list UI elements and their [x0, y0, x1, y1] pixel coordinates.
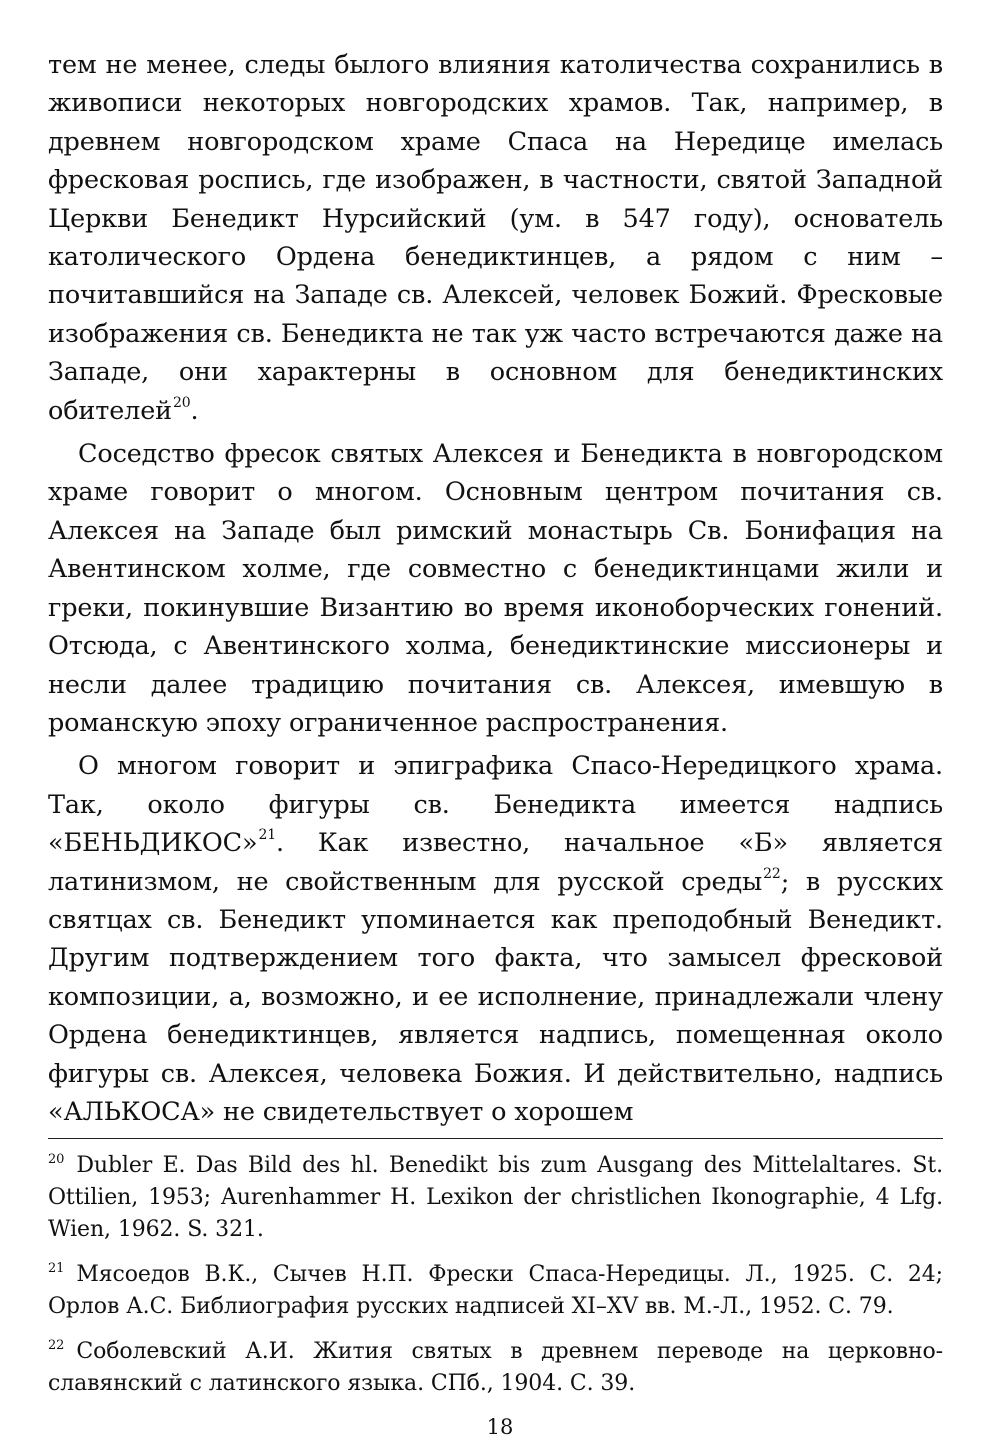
page-number: 18 — [486, 1415, 514, 1439]
footnote-21 — [48, 1259, 943, 1323]
paragraph — [48, 435, 943, 742]
text-run: ; в русских святцах св. Бенедикт упоминается как преподобный Венедикт. Другим подтверждением того факта, что замысел фресковой композиции, а, возможно, и ее исполнение, принадлежали члену Ордена бенедиктинцев, является надпись, помещенная около фигуры св. Алексея, человека Божия. И действительно, надпись «АЛЬКОСА» не свидетельствует о хорошем — [48, 866, 943, 1127]
paragraph — [48, 747, 943, 1131]
footnote-number: 21 — [48, 1261, 65, 1276]
footnote-divider — [48, 1138, 943, 1139]
paragraph — [48, 46, 943, 430]
footnote-ref-21[interactable]: 21 — [258, 827, 276, 844]
text-run: О многом говорит и эпиграфика Спасо-Нередицкого храма. Так, около фигуры св. Бенедикта имеется надпись «БЕНЬДИКОС» — [48, 751, 943, 859]
footnotes — [48, 1150, 943, 1413]
text-run: Соседство фресок святых Алексея и Бенедикта в новгородском храме говорит о многом. Основным центром почитания св. Алексея на Западе был римский монастырь Св. Бонифация на Авентинском холме, где совместно с бенедиктинцами жили и греки, покинувшие Византию во время иконоборческих гонений. Отсюда, с Авентинского холма, бенедиктинские миссионеры и несли далее традицию почитания св. Алексея, имевшую в романскую эпоху ограниченное распространения. — [48, 439, 943, 738]
footnote-text: Мясоедов В.К., Сычев Н.П. Фрески Спаса-Нередицы. Л., 1925. С. 24; Орлов А.С. Библиография русских надписей XI–XV вв. М.-Л., 1952. С. 79. — [48, 1262, 943, 1319]
footnote-22 — [48, 1336, 943, 1400]
footnote-ref-22[interactable]: 22 — [763, 865, 781, 882]
text-run: . Как известно, начальное «Б» является латинизмом, не свойственным для русской среды — [48, 828, 943, 897]
footnote-20 — [48, 1150, 943, 1246]
text-run: . — [190, 395, 199, 426]
footnote-number: 20 — [48, 1152, 65, 1167]
footnote-number: 22 — [48, 1338, 65, 1353]
footnote-ref-20[interactable]: 20 — [172, 394, 191, 411]
footnote-text: Соболевский А.И. Жития святых в древнем переводе на церковно-славянский с латинского языка. СПб., 1904. С. 39. — [48, 1339, 943, 1396]
main-text — [48, 46, 943, 1131]
text-run: тем не менее, следы былого влияния католичества сохранились в живописи некоторых новгородских храмов. Так, например, в древнем новгородском храме Спаса на Нередице имелась фресковая роспись, где изображен, в частности, святой Западной Церкви Бенедикт Нурсийский (ум. в 547 году), основатель католического Ордена бенедиктинцев, а рядом с ним – почитавшийся на Западе св. Алексей, человек Божий. Фресковые изображения св. Бенедикта не так уж часто встречаются даже на Западе, они характерны в основном для бенедиктинских обителей — [48, 50, 943, 426]
footnote-text: Dubler E. Das Bild des hl. Benedikt bis zum Ausgang des Mittelaltares. St. Ottilien, 1953; Aurenhammer H. Lexikon der christlichen Ikonographie, 4 Lfg. Wien, 1962. S. 321. — [48, 1153, 943, 1242]
